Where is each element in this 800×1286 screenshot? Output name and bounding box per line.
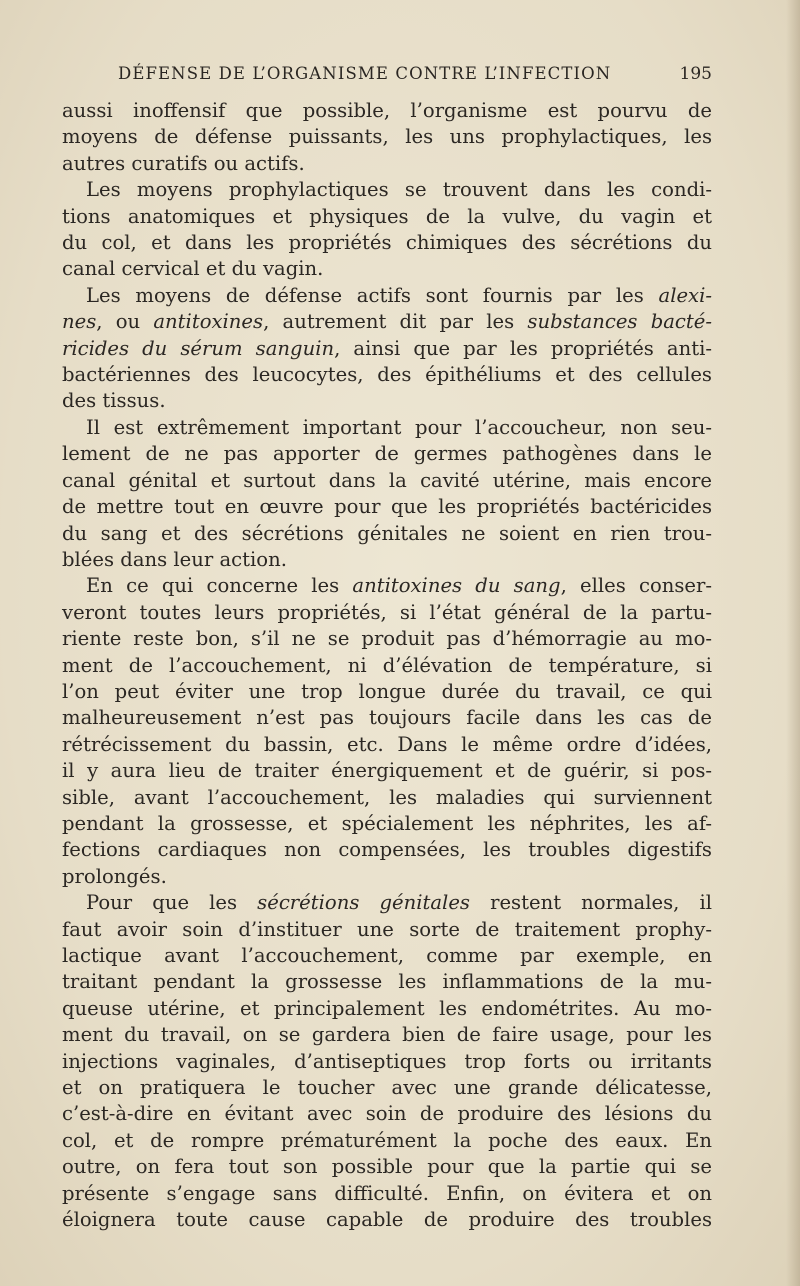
- text-line: [62, 204, 712, 230]
- text-line: [62, 732, 712, 758]
- text-line: [62, 336, 712, 362]
- text-line: [62, 785, 712, 811]
- text-line: [62, 362, 712, 388]
- text-run: Les moyens de défense actifs sont fournis par les: [86, 283, 659, 307]
- text-line: [62, 230, 712, 256]
- paragraph: [62, 415, 712, 573]
- text-run: veront toutes leurs propriétés, si l’état général de la partu-: [62, 600, 712, 624]
- page-header: [62, 60, 712, 90]
- text-run: queuse utérine, et principalement les endométrites. Au mo-: [62, 996, 712, 1020]
- text-run: lement de ne pas apporter de germes pathogènes dans le: [62, 442, 712, 466]
- italic-term: substances bacté-: [527, 310, 712, 334]
- italic-term: antitoxines du sang: [352, 574, 561, 598]
- text-run: moyens de défense puissants, les uns prophylactiques, les: [62, 125, 712, 149]
- text-run: , ou: [96, 310, 154, 334]
- text-run: tions anatomiques et physiques de la vulve, du vagin et: [62, 204, 712, 228]
- text-run: traitant pendant la grossesse les inflammations de la mu-: [62, 970, 712, 994]
- text-line: [62, 705, 712, 731]
- paragraph: [62, 283, 712, 415]
- text-line: [62, 837, 712, 863]
- text-run: Pour que les: [86, 891, 258, 915]
- text-run: autres curatifs ou actifs.: [62, 151, 305, 175]
- page-number: 195: [679, 64, 712, 84]
- text-line: [62, 98, 712, 124]
- paragraph: [62, 890, 712, 1233]
- text-run: faut avoir soin d’instituer une sorte de traitement prophy-: [62, 917, 712, 941]
- text-line: [62, 1207, 712, 1233]
- text-run: des tissus.: [62, 389, 166, 413]
- italic-term: nes: [62, 310, 97, 334]
- text-line: [62, 1022, 712, 1048]
- text-run: , ainsi que par les propriétés anti-: [334, 336, 712, 360]
- text-line: [62, 996, 712, 1022]
- text-run: fections cardiaques non compensées, les troubles digestifs: [62, 838, 712, 862]
- text-line: [62, 679, 712, 705]
- text-line: [62, 547, 712, 573]
- text-run: canal cervical et du vagin.: [62, 257, 324, 281]
- text-line: [62, 864, 712, 890]
- text-line: [62, 758, 712, 784]
- text-line: [62, 890, 712, 916]
- text-run: En ce qui concerne les: [86, 574, 353, 598]
- text-line: [62, 388, 712, 414]
- text-run: c’est-à-dire en évitant avec soin de produire des lésions du: [62, 1102, 712, 1126]
- text-run: l’on peut éviter une trop longue durée du travail, ce qui: [62, 679, 712, 703]
- text-line: [62, 943, 712, 969]
- paragraph: [62, 177, 712, 283]
- text-run: lactique avant l’accouchement, comme par exemple, en: [62, 944, 712, 967]
- text-line: [62, 917, 712, 943]
- text-line: [62, 1101, 712, 1127]
- text-line: [62, 573, 712, 599]
- text-line: [62, 124, 712, 150]
- text-line: [62, 969, 712, 995]
- italic-term: alexi-: [658, 283, 712, 307]
- body-text: [62, 98, 712, 1233]
- text-run: , elles conser-: [560, 574, 712, 598]
- text-line: [62, 151, 712, 177]
- text-run: éloignera toute cause capable de produire des troubles: [62, 1208, 712, 1232]
- text-run: Il est extrêmement important pour l’accoucheur, non seu-: [86, 415, 712, 439]
- text-line: [62, 1075, 712, 1101]
- text-run: malheureusement n’est pas toujours facile dans les cas de: [62, 706, 712, 730]
- text-run: col, et de rompre prématurément la poche des eaux. En: [62, 1128, 712, 1152]
- text-line: [62, 653, 712, 679]
- italic-term: ricides du sérum sanguin: [62, 336, 335, 360]
- text-line: [62, 626, 712, 652]
- italic-term: antitoxines: [153, 310, 264, 334]
- running-title: DÉFENSE DE L’ORGANISME CONTRE L’INFECTION: [118, 64, 612, 83]
- text-line: [62, 441, 712, 467]
- text-run: de mettre tout en œuvre pour que les propriétés bactéricides: [62, 495, 712, 519]
- page-edge-shadow: [786, 0, 800, 1286]
- text-run: restent normales, il: [469, 891, 713, 915]
- text-run: ment du travail, on se gardera bien de faire usage, pour les: [62, 1023, 712, 1047]
- text-line: [62, 1128, 712, 1154]
- text-line: [62, 494, 712, 520]
- text-run: Les moyens prophylactiques se trouvent dans les condi-: [86, 178, 712, 202]
- text-line: [62, 415, 712, 441]
- text-line: [62, 283, 712, 309]
- paragraph: [62, 573, 712, 890]
- text-run: blées dans leur action.: [62, 547, 287, 571]
- text-line: [62, 811, 712, 837]
- text-run: du col, et dans les propriétés chimiques des sécrétions du: [62, 231, 712, 255]
- text-run: bactériennes des leucocytes, des épithéliums et des cellules: [62, 363, 712, 387]
- text-line: [62, 1049, 712, 1075]
- text-run: canal génital et surtout dans la cavité utérine, mais encore: [62, 468, 712, 492]
- text-run: aussi inoffensif que possible, l’organisme est pourvu de: [62, 99, 712, 122]
- text-line: [62, 309, 712, 335]
- text-run: , autrement dit par les: [263, 310, 528, 334]
- text-run: injections vaginales, d’antiseptiques trop forts ou irritants: [62, 1049, 712, 1073]
- text-run: présente s’engage sans difficulté. Enfin, on évitera et on: [62, 1181, 712, 1205]
- text-run: rétrécissement du bassin, etc. Dans le même ordre d’idées,: [62, 732, 712, 756]
- text-line: [62, 1181, 712, 1207]
- text-run: sible, avant l’accouchement, les maladies qui surviennent: [62, 785, 712, 809]
- text-line: [62, 256, 712, 282]
- text-line: [62, 521, 712, 547]
- italic-term: sécrétions génitales: [257, 891, 470, 915]
- text-run: ment de l’accouchement, ni d’élévation de température, si: [62, 653, 712, 677]
- text-run: il y aura lieu de traiter énergiquement et de guérir, si pos-: [62, 759, 712, 783]
- paragraph: [62, 98, 712, 177]
- text-line: [62, 1154, 712, 1180]
- text-line: [62, 600, 712, 626]
- text-line: [62, 177, 712, 203]
- text-line: [62, 468, 712, 494]
- text-run: du sang et des sécrétions génitales ne soient en rien trou-: [62, 521, 712, 545]
- text-run: riente reste bon, s’il ne se produit pas d’hémorragie au mo-: [62, 627, 712, 651]
- text-run: outre, on fera tout son possible pour que la partie qui se: [62, 1155, 712, 1179]
- text-run: et on pratiquera le toucher avec une grande délicatesse,: [62, 1076, 712, 1100]
- text-run: prolongés.: [62, 864, 167, 888]
- text-run: pendant la grossesse, et spécialement les néphrites, les af-: [62, 811, 712, 835]
